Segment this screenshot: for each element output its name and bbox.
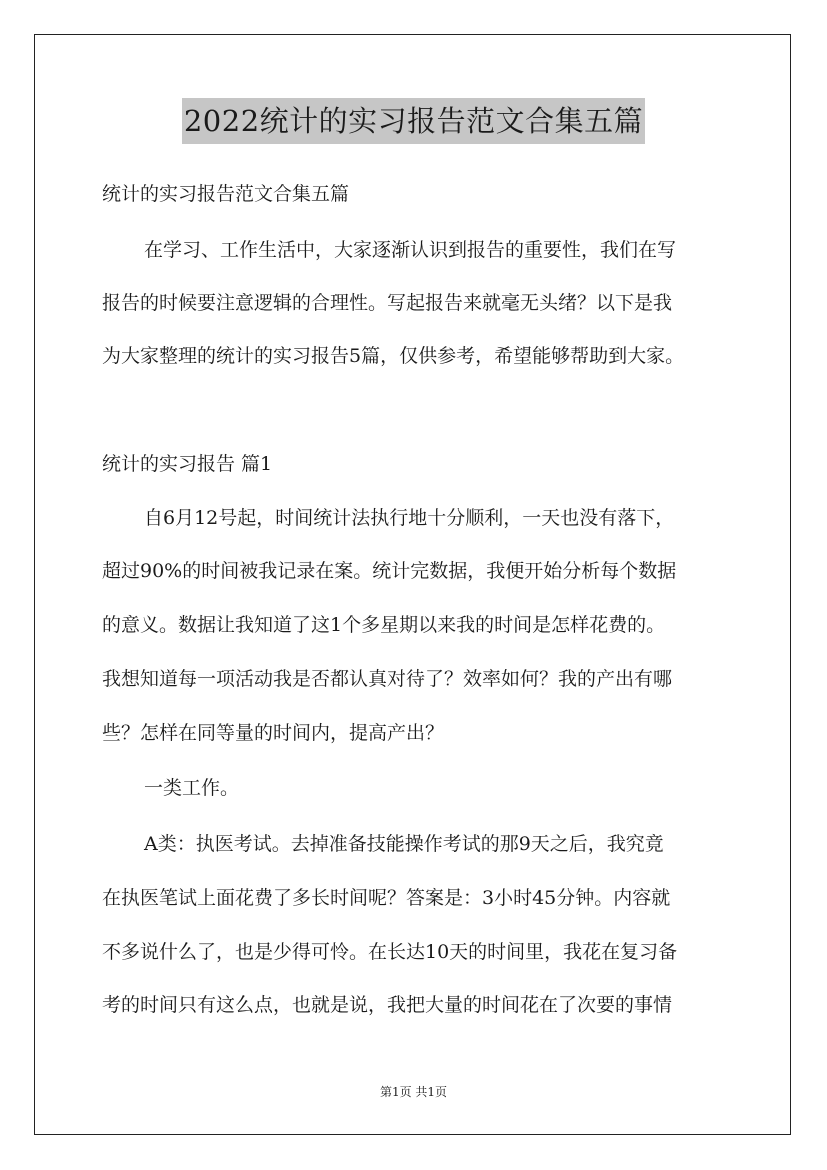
paragraph-line: 些？怎样在同等量的时间内，提高产出？ [102, 722, 445, 744]
paragraph-line: 超过90%的时间被我记录在案。统计完数据，我便开始分析每个数据 [102, 560, 677, 582]
subtitle-line: 统计的实习报告范文合集五篇 [102, 183, 350, 205]
section-heading: 统计的实习报告 篇1 [102, 453, 273, 475]
paragraph-line: 我想知道每一项活动我是否都认真对待了？效率如何？我的产出有哪 [102, 668, 673, 690]
paragraph-line: 报告的时候要注意逻辑的合理性。写起报告来就毫无头绪？以下是我 [102, 292, 673, 314]
paragraph-line: 在学习、工作生活中，大家逐渐认识到报告的重要性，我们在写 [144, 239, 677, 261]
paragraph-line: 一类工作。 [144, 777, 240, 799]
page-footer: 第1页 共1页 [379, 1085, 448, 1099]
paragraph-line: A类：执医考试。去掉准备技能操作考试的那9天之后，我究竟 [144, 833, 664, 855]
paragraph-line: 在执医笔试上面花费了多长时间呢？答案是：3小时45分钟。内容就 [102, 887, 671, 909]
paragraph-line: 的意义。数据让我知道了这1个多星期以来我的时间是怎样花费的。 [102, 614, 666, 636]
paragraph-line: 考的时间只有这么点，也就是说，我把大量的时间花在了次要的事情 [102, 994, 673, 1016]
paragraph-line: 不多说什么了，也是少得可怜。在长达10天的时间里，我花在复习备 [102, 941, 678, 963]
paragraph-line: 自6月12号起，时间统计法执行地十分顺利，一天也没有落下， [144, 507, 675, 529]
paragraph-line: 为大家整理的统计的实习报告5篇，仅供参考，希望能够帮助到大家。 [102, 345, 685, 367]
title-container [0, 98, 827, 144]
document-title: 2022统计的实习报告范文合集五篇 [182, 98, 645, 144]
